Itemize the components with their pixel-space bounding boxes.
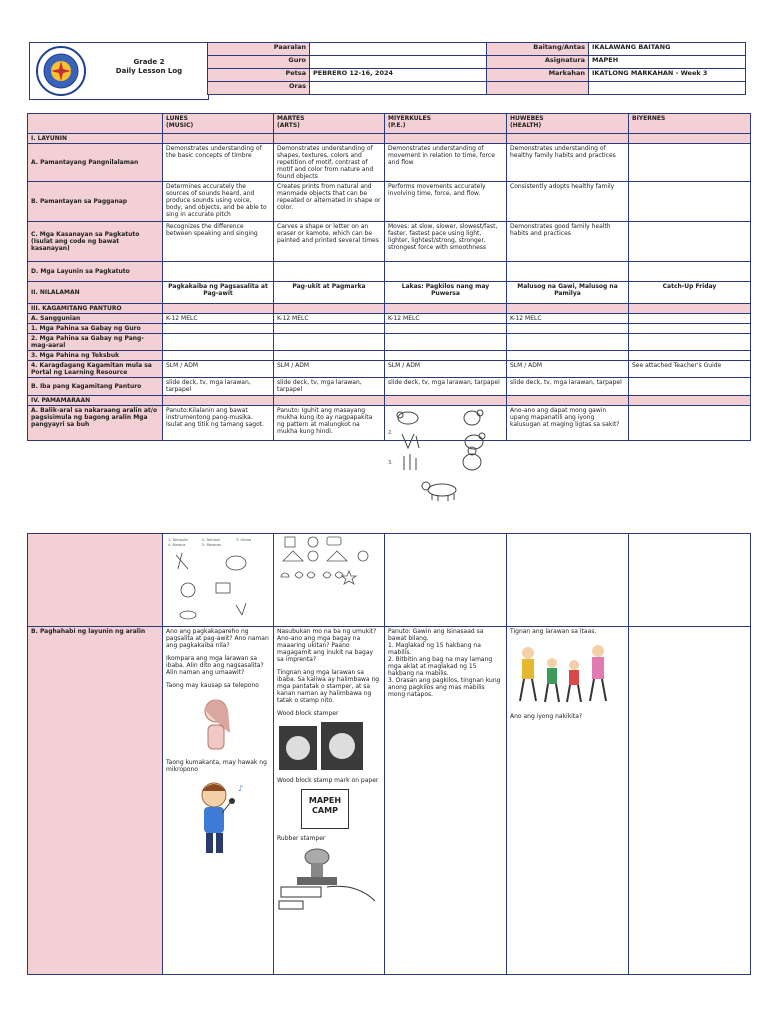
cell: Demonstrates good family health habits and practices xyxy=(507,222,629,262)
cell: SLM / ADM xyxy=(507,361,629,378)
lesson-table-2 xyxy=(27,533,751,975)
bb-tue-q2: Tingnan ang mga larawan sa ibaba. Sa kaliwa ay halimbawa ng mga pantatak o stamper, at sa kanan naman ay halimbawa ng tatak o stamp nito. xyxy=(277,669,380,704)
svg-text:5. Maracas: 5. Maracas xyxy=(202,543,222,547)
bb-monday xyxy=(163,627,274,975)
value-oras xyxy=(310,82,487,95)
cell: SLM / ADM xyxy=(385,361,507,378)
row-label-nilalaman: II. NILALAMAN xyxy=(28,282,163,304)
value-baitang: IKALAWANG BAITANG xyxy=(589,43,746,56)
label-empty xyxy=(487,82,589,95)
bb-tue-caption3: Rubber stamper xyxy=(277,835,326,842)
day-header: LUNES (MUSIC) xyxy=(163,114,274,134)
row-label-bk: B. Iba pang Kagamitang Panturo xyxy=(28,378,163,396)
svg-text:1. Tambulin: 1. Tambulin xyxy=(168,538,189,542)
cell: Demonstrates understanding of movement in relation to time, force and flow xyxy=(385,144,507,182)
cell: slide deck, tv, mga larawan, tarpapel xyxy=(163,378,274,396)
corner-cell xyxy=(28,114,163,134)
cell: Ano-ano ang dapat mong gawin upang mapanatili ang iyong kalusugan at maging ligtas sa sakit? xyxy=(507,406,629,441)
label-markahan: Markahan xyxy=(487,69,589,82)
deped-seal-icon xyxy=(34,45,88,97)
label-oras: Oras xyxy=(208,82,310,95)
header-table xyxy=(207,42,746,95)
bb-mon-q2: Ikompara ang mga larawan sa ibaba. Alin dito ang nagsasalita? Alin naman ang umaawit? xyxy=(166,655,264,676)
cell: Catch-Up Friday xyxy=(629,282,751,304)
cell: See attached Teacher's Guide xyxy=(629,361,751,378)
cell: K-12 MELC xyxy=(385,314,507,324)
row-label-aa: A. Balik-aral sa nakaraang aralin at/o pagsisimula ng bagong aralin Mga pangyayri sa buh xyxy=(28,406,163,441)
svg-text:2. Tambuli: 2. Tambuli xyxy=(202,538,220,542)
cell: Recognizes the difference between speaking and singing xyxy=(163,222,274,262)
shapes-pattern-image xyxy=(277,535,381,585)
day-header: BIYERNES xyxy=(629,114,751,134)
cell xyxy=(629,378,751,396)
row-label-r1: 1. Mga Pahina sa Gabay ng Guro xyxy=(28,324,163,334)
bb-thu-q1: Tignan ang larawan sa itaas. xyxy=(510,628,597,635)
family-exercise-image xyxy=(510,641,614,705)
svg-text:3.: 3. xyxy=(388,460,393,466)
cell xyxy=(629,222,751,262)
grade-label: Grade 2 xyxy=(133,58,165,66)
cell: SLM / ADM xyxy=(274,361,385,378)
instruments-cell xyxy=(163,534,274,627)
section-layunin: I. LAYUNIN xyxy=(28,134,163,144)
cell: slide deck, tv, mga larawan, tarpapel xyxy=(385,378,507,396)
cell: Demonstrates understanding of healthy family habits and practices xyxy=(507,144,629,182)
label-baitang: Baitang/Antas xyxy=(487,43,589,56)
bb-thu-q2: Ano ang iyong nakikita? xyxy=(510,713,583,720)
value-guro xyxy=(310,56,487,69)
row-label-r3: 3. Mga Pahina ng Teksbuk xyxy=(28,351,163,361)
cell: Carves a shape or letter on an eraser or kamote, which can be painted and printed several times xyxy=(274,222,385,262)
cell: Performs movements accurately involving time, force, and flow. xyxy=(385,182,507,222)
svg-text:♪: ♪ xyxy=(238,784,244,793)
bb-thursday xyxy=(507,627,629,975)
log-title: Daily Lesson Log xyxy=(115,67,183,75)
woman-phone-image xyxy=(186,693,246,753)
instruments-image xyxy=(166,535,270,623)
wood-block-stamper-image xyxy=(277,720,367,772)
row-label-sanggunian: A. Sanggunian xyxy=(28,314,163,324)
cont-label xyxy=(28,534,163,627)
shapes-cell xyxy=(274,534,385,627)
cell: K-12 MELC xyxy=(163,314,274,324)
value-markahan: IKATLONG MARKAHAN - Week 3 xyxy=(589,69,746,82)
cell: Panuto: Iguhit ang masayang mukha kung ito ay nagpapakita ng pattern at malungkot na mukha kung hindi. xyxy=(274,406,385,441)
cell: Pagkakaiba ng Pagsasalita at Pag-awit xyxy=(163,282,274,304)
row-label-r2: 2. Mga Pahina sa Gabay ng Pang-mag-aaral xyxy=(28,334,163,351)
lesson-table xyxy=(27,113,751,441)
boy-singing-image xyxy=(176,777,256,861)
bb-tue-caption2: Wood block stamp mark on paper xyxy=(277,777,379,784)
cell xyxy=(629,144,751,182)
cell: K-12 MELC xyxy=(507,314,629,324)
section-pamamaraan: IV. PAMAMARAAN xyxy=(28,396,163,406)
cell: Panuto:Kilalanin ang bawat instrumentong pang-musika. Isulat ang titik ng tamang sagot. xyxy=(163,406,274,441)
cell: Demonstrates understanding of shapes, textures, colors and repetition of motif, contrast of motif and color from nature and found objects xyxy=(274,144,385,182)
cell: Moves: at slow, slower, slowest/fast, faster, fastest pace using light, lighter, lightest/strong, stronger, strongest force with smoothness xyxy=(385,222,507,262)
cell: K-12 MELC xyxy=(274,314,385,324)
cell: Determines accurately the sources of sounds heard, and produce sounds using voice, body, and objects, and be able to sing in accurate pitch xyxy=(163,182,274,222)
value-petsa: PEBRERO 12-16, 2024 xyxy=(310,69,487,82)
row-label-bb: B. Paghahabi ng layunin ng aralin xyxy=(28,627,163,975)
stamp-mark-image: MAPEH CAMP xyxy=(301,789,349,829)
animals-activity-image xyxy=(386,404,502,502)
svg-text:3. Gitara: 3. Gitara xyxy=(236,538,252,542)
cell: slide deck, tv, mga larawan, tarpapel xyxy=(274,378,385,396)
svg-text:4. Maraca: 4. Maraca xyxy=(168,543,186,547)
cell xyxy=(629,314,751,324)
bb-mon-caption2: Taong kumakanta, may hawak ng mikropono xyxy=(166,759,267,773)
cell: Demonstrates understanding of the basic concepts of timbre xyxy=(163,144,274,182)
school-logo-box xyxy=(29,42,209,100)
bb-mon-q1: Ano ang pagkakapareho ng pagsalita at pag-awit? Ano naman ang pagkakaiba nila? xyxy=(166,628,269,649)
row-label-r4: 4. Karagdagang Kagamitan mula sa Portal ng Learning Resource xyxy=(28,361,163,378)
day-header: HUWEBES (HEALTH) xyxy=(507,114,629,134)
day-header: MIYERKULES (P.E.) xyxy=(385,114,507,134)
value-empty xyxy=(589,82,746,95)
rubber-stamper-image xyxy=(277,845,377,911)
cell: Creates prints from natural and manmade objects that can be repeated or alternated in shape or color. xyxy=(274,182,385,222)
label-paaralan: Paaralan xyxy=(208,43,310,56)
bb-tue-caption1: Wood block stamper xyxy=(277,710,339,717)
section-kagamitan: III. KAGAMITANG PANTURO xyxy=(28,304,163,314)
row-label-c: C. Mga Kasanayan sa Pagkatuto (Isulat ang code ng bawat kasanayan) xyxy=(28,222,163,262)
value-asignatura: MAPEH xyxy=(589,56,746,69)
cell xyxy=(629,406,751,441)
row-label-d: D. Mga Layunin sa Pagkatuto xyxy=(28,262,163,282)
label-asignatura: Asignatura xyxy=(487,56,589,69)
bb-tuesday xyxy=(274,627,385,975)
bb-wednesday: Panuto: Gawin ang Isinasaad sa bawat bilang. 1. Maglakad ng 15 hakbang na mabilis. 2. Bitbitin ang bag na may lamang mga aklat at maglakad ng 15 hakbang na mabilis. 3. Orasan ang pagkilos, tingnan kung anong pagkilos ang mas mabilis mong natapos. xyxy=(385,627,507,975)
cell: slide deck, tv, mga larawan, tarpapel xyxy=(507,378,629,396)
label-petsa: Petsa xyxy=(208,69,310,82)
row-label-a: A. Pamantayang Pangnilalaman xyxy=(28,144,163,182)
value-paaralan xyxy=(310,43,487,56)
cell: Lakas: Pagkilos nang may Puwersa xyxy=(385,282,507,304)
row-label-b: B. Pamantayan sa Pagganap xyxy=(28,182,163,222)
cell: Consistently adopts healthy family xyxy=(507,182,629,222)
cell: Pag-ukit at Pagmarka xyxy=(274,282,385,304)
cell: Malusog na Gawi, Malusog na Pamilya xyxy=(507,282,629,304)
svg-text:2.: 2. xyxy=(388,430,393,436)
cell: SLM / ADM xyxy=(163,361,274,378)
bb-mon-caption1: Taong may kausap sa telepono xyxy=(166,682,259,689)
label-guro: Guro xyxy=(208,56,310,69)
cell xyxy=(629,182,751,222)
day-header: MARTES (ARTS) xyxy=(274,114,385,134)
bb-tue-q1: Nasubukan mo na ba ng umukit? Ano-ano ang mga bagay na maaaring ukitan? Paano magagamit ang inukit na bagay sa imprenta? xyxy=(277,628,377,663)
